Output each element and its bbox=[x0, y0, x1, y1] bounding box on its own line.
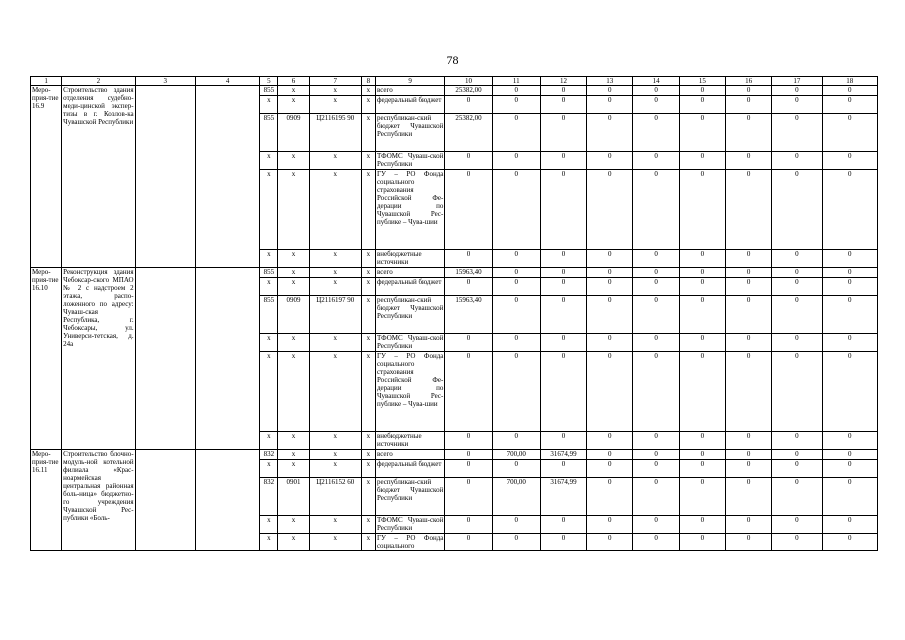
table-cell: 0 bbox=[679, 278, 725, 296]
table-cell: 0 bbox=[822, 250, 877, 268]
table-cell: 0 bbox=[725, 432, 771, 450]
table-cell: Ц2116195 90 bbox=[309, 114, 361, 152]
table-cell: 0 bbox=[445, 334, 492, 352]
table-cell: x bbox=[260, 534, 278, 551]
table-cell: x bbox=[361, 268, 375, 278]
table-cell: x bbox=[309, 516, 361, 534]
funding-source-cell: республикан-ский бюджет Чувашской Республики bbox=[375, 114, 444, 152]
table-cell: 0 bbox=[633, 460, 679, 478]
table-cell: 0 bbox=[679, 250, 725, 268]
table-cell: 0 bbox=[492, 334, 540, 352]
table-cell: x bbox=[309, 170, 361, 250]
column-number-row bbox=[31, 77, 878, 86]
table-cell: 0 bbox=[822, 352, 877, 432]
table-cell: 0 bbox=[445, 152, 492, 170]
column-number: 13 bbox=[587, 77, 633, 86]
table-cell: 0 bbox=[822, 334, 877, 352]
table-cell: 0 bbox=[633, 334, 679, 352]
table-row bbox=[31, 268, 878, 278]
column-number: 14 bbox=[633, 77, 679, 86]
table-cell: 0 bbox=[492, 534, 540, 551]
table-cell: 700,00 bbox=[492, 478, 540, 516]
table-cell: 0 bbox=[772, 432, 822, 450]
table-cell: 0 bbox=[492, 170, 540, 250]
table-cell: 0 bbox=[587, 296, 633, 334]
table-cell: 0 bbox=[492, 516, 540, 534]
funding-source-cell: федеральный бюджет bbox=[375, 460, 444, 478]
table-cell: 0 bbox=[822, 516, 877, 534]
table-cell: 31674,99 bbox=[540, 450, 586, 460]
funding-source-cell: всего bbox=[375, 86, 444, 96]
table-cell: 0 bbox=[540, 114, 586, 152]
table-cell: 0 bbox=[725, 478, 771, 516]
table-cell: 0 bbox=[633, 152, 679, 170]
table-cell: x bbox=[260, 352, 278, 432]
column-number: 7 bbox=[309, 77, 361, 86]
event-code: Меро-прия-тие 16.10 bbox=[31, 268, 62, 450]
page-number: 78 bbox=[446, 53, 459, 67]
table-cell: 0 bbox=[587, 86, 633, 96]
table-cell: x bbox=[309, 450, 361, 460]
table-cell: 832 bbox=[260, 450, 278, 460]
column-number: 5 bbox=[260, 77, 278, 86]
table-cell: 0 bbox=[822, 478, 877, 516]
table-cell: x bbox=[361, 250, 375, 268]
table-cell: x bbox=[260, 152, 278, 170]
table-cell: 0 bbox=[587, 152, 633, 170]
table-cell: 0 bbox=[679, 86, 725, 96]
column-number: 15 bbox=[679, 77, 725, 86]
table-row bbox=[31, 450, 878, 460]
table-cell: 0 bbox=[772, 114, 822, 152]
table-cell: 0 bbox=[679, 268, 725, 278]
table-cell: 0 bbox=[540, 96, 586, 114]
table-cell: 0 bbox=[587, 352, 633, 432]
table-cell: 0 bbox=[540, 334, 586, 352]
table-cell: 0 bbox=[587, 432, 633, 450]
table-cell: 0 bbox=[772, 534, 822, 551]
column-number: 9 bbox=[375, 77, 444, 86]
table-cell: 0 bbox=[772, 352, 822, 432]
table-cell: 0 bbox=[587, 96, 633, 114]
table-cell: x bbox=[309, 152, 361, 170]
column-number: 2 bbox=[62, 77, 135, 86]
table-cell: 0 bbox=[445, 450, 492, 460]
table-cell: 0 bbox=[492, 152, 540, 170]
table-cell: 0 bbox=[540, 516, 586, 534]
funding-source-cell: республикан-ский бюджет Чувашской Республики bbox=[375, 478, 444, 516]
table-cell: x bbox=[309, 250, 361, 268]
table-cell: x bbox=[278, 86, 309, 96]
empty-cell bbox=[195, 86, 259, 268]
table-cell: 0 bbox=[725, 450, 771, 460]
table-cell: 0 bbox=[679, 334, 725, 352]
table-cell: x bbox=[361, 478, 375, 516]
table-cell: 25382,00 bbox=[445, 86, 492, 96]
event-name: Строительство здания отделения судебно-меди-цинской экспер-тизы в г. Козлов-ка Чувашской Республики bbox=[62, 86, 135, 268]
table-cell: 0 bbox=[540, 534, 586, 551]
table-cell: x bbox=[260, 96, 278, 114]
funding-source-cell: всего bbox=[375, 268, 444, 278]
table-cell: x bbox=[309, 268, 361, 278]
table-cell: 832 bbox=[260, 478, 278, 516]
table-cell: 0 bbox=[633, 534, 679, 551]
column-number: 4 bbox=[195, 77, 259, 86]
table-cell: x bbox=[361, 534, 375, 551]
table-cell: x bbox=[260, 432, 278, 450]
table-cell: 0 bbox=[587, 114, 633, 152]
table-cell: 0 bbox=[725, 86, 771, 96]
table-cell: 0 bbox=[772, 268, 822, 278]
column-number: 17 bbox=[772, 77, 822, 86]
table-cell: x bbox=[309, 352, 361, 432]
table-cell: 0 bbox=[633, 268, 679, 278]
empty-cell bbox=[135, 86, 195, 268]
column-number: 6 bbox=[278, 77, 309, 86]
table-cell: 0 bbox=[445, 352, 492, 432]
table-cell: x bbox=[361, 334, 375, 352]
table-cell: x bbox=[361, 170, 375, 250]
event-code: Меро-прия-тие 16.11 bbox=[31, 450, 62, 551]
column-number: 3 bbox=[135, 77, 195, 86]
table-cell: 0 bbox=[633, 250, 679, 268]
table-cell: 0 bbox=[445, 460, 492, 478]
column-number: 1 bbox=[31, 77, 62, 86]
table-cell: 0 bbox=[540, 278, 586, 296]
funding-source-cell: ГУ – РО Фонда социального страхования Российской Фе-дерации по Чувашской Рес-публике – Чува-шии bbox=[375, 170, 444, 250]
table-cell: 0 bbox=[822, 152, 877, 170]
table-cell: x bbox=[260, 516, 278, 534]
funding-source-cell: ТФОМС Чуваш-ской Республики bbox=[376, 516, 444, 532]
table-cell: 0 bbox=[822, 170, 877, 250]
table-cell: x bbox=[309, 460, 361, 478]
table-cell: 0 bbox=[772, 516, 822, 534]
table-cell: 0 bbox=[822, 534, 877, 551]
table-cell: x bbox=[278, 278, 309, 296]
table-cell: 0 bbox=[445, 278, 492, 296]
table-cell: 0 bbox=[633, 96, 679, 114]
table-cell: 0 bbox=[679, 534, 725, 551]
table-cell: 15963,40 bbox=[445, 268, 492, 278]
table-cell: 0 bbox=[445, 250, 492, 268]
table-cell: 0 bbox=[772, 86, 822, 96]
table-cell: x bbox=[278, 96, 309, 114]
table-row bbox=[31, 86, 878, 96]
table-body bbox=[31, 86, 878, 551]
table-cell: 0 bbox=[725, 516, 771, 534]
column-number: 10 bbox=[445, 77, 492, 86]
table-cell: 0 bbox=[540, 250, 586, 268]
table-cell: 0 bbox=[445, 516, 492, 534]
table-cell: 0909 bbox=[278, 114, 309, 152]
funding-source-cell: ГУ – РО Фонда социального страхования Российской Фе-дерации по Чувашской Рес-публике – Чува-шии bbox=[375, 352, 444, 432]
table-cell: 0 bbox=[492, 96, 540, 114]
table-cell: 0 bbox=[679, 432, 725, 450]
table-cell: 0 bbox=[587, 250, 633, 268]
table-cell: 0 bbox=[772, 278, 822, 296]
table-cell: 0 bbox=[679, 96, 725, 114]
table-cell: 0 bbox=[492, 296, 540, 334]
table-cell: 0 bbox=[822, 114, 877, 152]
table-cell: 0901 bbox=[278, 478, 309, 516]
table-cell: x bbox=[278, 534, 309, 551]
table-cell: 31674,99 bbox=[540, 478, 586, 516]
table-cell: 0 bbox=[587, 516, 633, 534]
table-cell: 0909 bbox=[278, 296, 309, 334]
table-cell: 0 bbox=[679, 152, 725, 170]
table-cell: x bbox=[278, 152, 309, 170]
table-cell: Ц2116197 90 bbox=[309, 296, 361, 334]
table-cell: 0 bbox=[772, 152, 822, 170]
funding-source-cell: всего bbox=[375, 450, 444, 460]
table-cell: 700,00 bbox=[492, 450, 540, 460]
funding-source-cell: ГУ – РО Фонда социального bbox=[376, 534, 444, 550]
table-cell: 0 bbox=[822, 296, 877, 334]
table-cell: 0 bbox=[540, 432, 586, 450]
funding-source-cell: внебюджетные источники bbox=[375, 432, 444, 450]
empty-cell bbox=[135, 450, 195, 551]
table-cell: 0 bbox=[445, 432, 492, 450]
table-cell: 0 bbox=[772, 450, 822, 460]
table-cell: 0 bbox=[540, 152, 586, 170]
table-cell: 0 bbox=[445, 96, 492, 114]
table-cell: 0 bbox=[492, 432, 540, 450]
table-cell: 0 bbox=[633, 170, 679, 250]
table-cell: x bbox=[361, 278, 375, 296]
table-cell: 0 bbox=[725, 96, 771, 114]
table-cell: x bbox=[278, 516, 309, 534]
table-cell: 0 bbox=[725, 296, 771, 334]
empty-cell bbox=[135, 268, 195, 450]
table-cell: 0 bbox=[772, 478, 822, 516]
column-number: 16 bbox=[725, 77, 771, 86]
table-cell: x bbox=[361, 96, 375, 114]
event-code: Меро-прия-тие 16.9 bbox=[31, 86, 62, 268]
column-number: 8 bbox=[361, 77, 375, 86]
table-cell: 0 bbox=[725, 460, 771, 478]
table-cell: 0 bbox=[679, 516, 725, 534]
table-cell: 0 bbox=[587, 268, 633, 278]
table-cell: 0 bbox=[822, 432, 877, 450]
table-cell: x bbox=[309, 334, 361, 352]
table-cell: x bbox=[278, 334, 309, 352]
table-cell: 0 bbox=[492, 86, 540, 96]
table-cell: 0 bbox=[822, 278, 877, 296]
table-cell: x bbox=[361, 114, 375, 152]
table-cell: 0 bbox=[679, 352, 725, 432]
funding-source-cell: ТФОМС Чуваш-ской Республики bbox=[376, 152, 444, 168]
table-cell: 0 bbox=[587, 534, 633, 551]
table-cell: 0 bbox=[540, 86, 586, 96]
table-cell: 0 bbox=[587, 478, 633, 516]
table-cell: x bbox=[361, 516, 375, 534]
table-cell: x bbox=[278, 170, 309, 250]
table-cell: 855 bbox=[260, 268, 278, 278]
table-cell: 0 bbox=[633, 296, 679, 334]
table-cell: x bbox=[260, 250, 278, 268]
table-cell: 0 bbox=[725, 278, 771, 296]
table-cell: 0 bbox=[633, 278, 679, 296]
table-cell: 0 bbox=[633, 114, 679, 152]
table-cell: 0 bbox=[540, 296, 586, 334]
table-cell: x bbox=[309, 86, 361, 96]
table-cell: 0 bbox=[587, 334, 633, 352]
table-cell: 855 bbox=[260, 296, 278, 334]
table-cell: 25382,00 bbox=[445, 114, 492, 152]
table-cell: 0 bbox=[540, 352, 586, 432]
column-number: 12 bbox=[540, 77, 586, 86]
funding-source-cell: ТФОМС Чуваш-ской Республики bbox=[376, 334, 444, 350]
table-cell: 0 bbox=[679, 296, 725, 334]
table-cell: 15963,40 bbox=[445, 296, 492, 334]
table-cell: x bbox=[278, 250, 309, 268]
funding-source-cell: республикан-ский бюджет Чувашской Республики bbox=[375, 296, 444, 334]
table-cell: 0 bbox=[492, 278, 540, 296]
table-cell: 0 bbox=[725, 334, 771, 352]
table-cell: 0 bbox=[772, 170, 822, 250]
column-number: 18 bbox=[822, 77, 877, 86]
table-cell: x bbox=[309, 96, 361, 114]
table-cell: 0 bbox=[540, 170, 586, 250]
table-cell: 855 bbox=[260, 114, 278, 152]
table-cell: 0 bbox=[492, 352, 540, 432]
table-cell: x bbox=[361, 152, 375, 170]
table-cell: 0 bbox=[445, 534, 492, 551]
table-cell: 0 bbox=[587, 450, 633, 460]
table-cell: 0 bbox=[679, 450, 725, 460]
table-cell: 0 bbox=[725, 352, 771, 432]
table-cell: 0 bbox=[822, 450, 877, 460]
table-cell: x bbox=[309, 278, 361, 296]
table-cell: 0 bbox=[633, 352, 679, 432]
table-cell: x bbox=[361, 432, 375, 450]
table-cell: 0 bbox=[679, 114, 725, 152]
table-cell: 0 bbox=[492, 250, 540, 268]
event-name: Строительство блочно-модуль-ной котельной филиала «Крас-ноармейская центральная районная боль-ница» бюджетно-го учреждения Чувашской Рес-публики «Боль- bbox=[62, 450, 135, 551]
table-cell: 0 bbox=[633, 516, 679, 534]
table-cell: 0 bbox=[772, 96, 822, 114]
table-cell: 0 bbox=[772, 334, 822, 352]
table-cell: x bbox=[278, 450, 309, 460]
table-cell: x bbox=[361, 450, 375, 460]
funding-source-cell: внебюджетные источники bbox=[375, 250, 444, 268]
table-cell: 0 bbox=[445, 170, 492, 250]
empty-cell bbox=[195, 450, 259, 551]
table-cell: 0 bbox=[772, 250, 822, 268]
table-cell: 0 bbox=[725, 152, 771, 170]
table-cell: x bbox=[361, 460, 375, 478]
table-cell: 0 bbox=[679, 478, 725, 516]
table-cell: 0 bbox=[587, 460, 633, 478]
table-cell: x bbox=[361, 352, 375, 432]
table-cell: 0 bbox=[725, 114, 771, 152]
table-cell: 0 bbox=[679, 170, 725, 250]
table-cell: 0 bbox=[633, 86, 679, 96]
table-cell: x bbox=[361, 86, 375, 96]
table-cell: Ц2116152 60 bbox=[309, 478, 361, 516]
table-cell: 0 bbox=[822, 96, 877, 114]
table-cell: 0 bbox=[633, 432, 679, 450]
table-cell: 0 bbox=[822, 268, 877, 278]
table-cell: 0 bbox=[633, 478, 679, 516]
table-cell: 0 bbox=[725, 170, 771, 250]
table-cell: 0 bbox=[725, 250, 771, 268]
table-cell: x bbox=[260, 334, 278, 352]
table-cell: x bbox=[309, 534, 361, 551]
funding-source-cell: федеральный бюджет bbox=[375, 278, 444, 296]
table-cell: x bbox=[278, 460, 309, 478]
table-cell: x bbox=[278, 268, 309, 278]
table-cell: 0 bbox=[822, 86, 877, 96]
table-cell: x bbox=[260, 170, 278, 250]
table-cell: 0 bbox=[540, 460, 586, 478]
table-cell: x bbox=[361, 296, 375, 334]
table-cell: x bbox=[309, 432, 361, 450]
column-number: 11 bbox=[492, 77, 540, 86]
table-cell: 0 bbox=[587, 170, 633, 250]
empty-cell bbox=[195, 268, 259, 450]
table-cell: x bbox=[278, 352, 309, 432]
table-cell: 0 bbox=[633, 450, 679, 460]
budget-table bbox=[30, 76, 878, 551]
table-cell: 0 bbox=[492, 460, 540, 478]
table-cell: 0 bbox=[822, 460, 877, 478]
table-cell: 0 bbox=[445, 478, 492, 516]
table-cell: 0 bbox=[679, 460, 725, 478]
table-cell: 0 bbox=[540, 268, 586, 278]
table-cell: x bbox=[260, 460, 278, 478]
table-cell: 855 bbox=[260, 86, 278, 96]
table-cell: 0 bbox=[587, 278, 633, 296]
table-cell: x bbox=[260, 278, 278, 296]
table-cell: 0 bbox=[772, 460, 822, 478]
table-cell: x bbox=[278, 432, 309, 450]
funding-source-cell: федеральный бюджет bbox=[375, 96, 444, 114]
table-cell: 0 bbox=[725, 534, 771, 551]
table-cell: 0 bbox=[772, 296, 822, 334]
table-cell: 0 bbox=[492, 268, 540, 278]
table-cell: 0 bbox=[725, 268, 771, 278]
table-cell: 0 bbox=[492, 114, 540, 152]
event-name: Реконструкция здания Чебоксар-ского МПАО № 2 с надстроем 2 этажа, распо-ложенного по адресу: Чуваш-ская Республика, г. Чебоксары, ул. Универси-тетская, д. 24а bbox=[62, 268, 135, 450]
